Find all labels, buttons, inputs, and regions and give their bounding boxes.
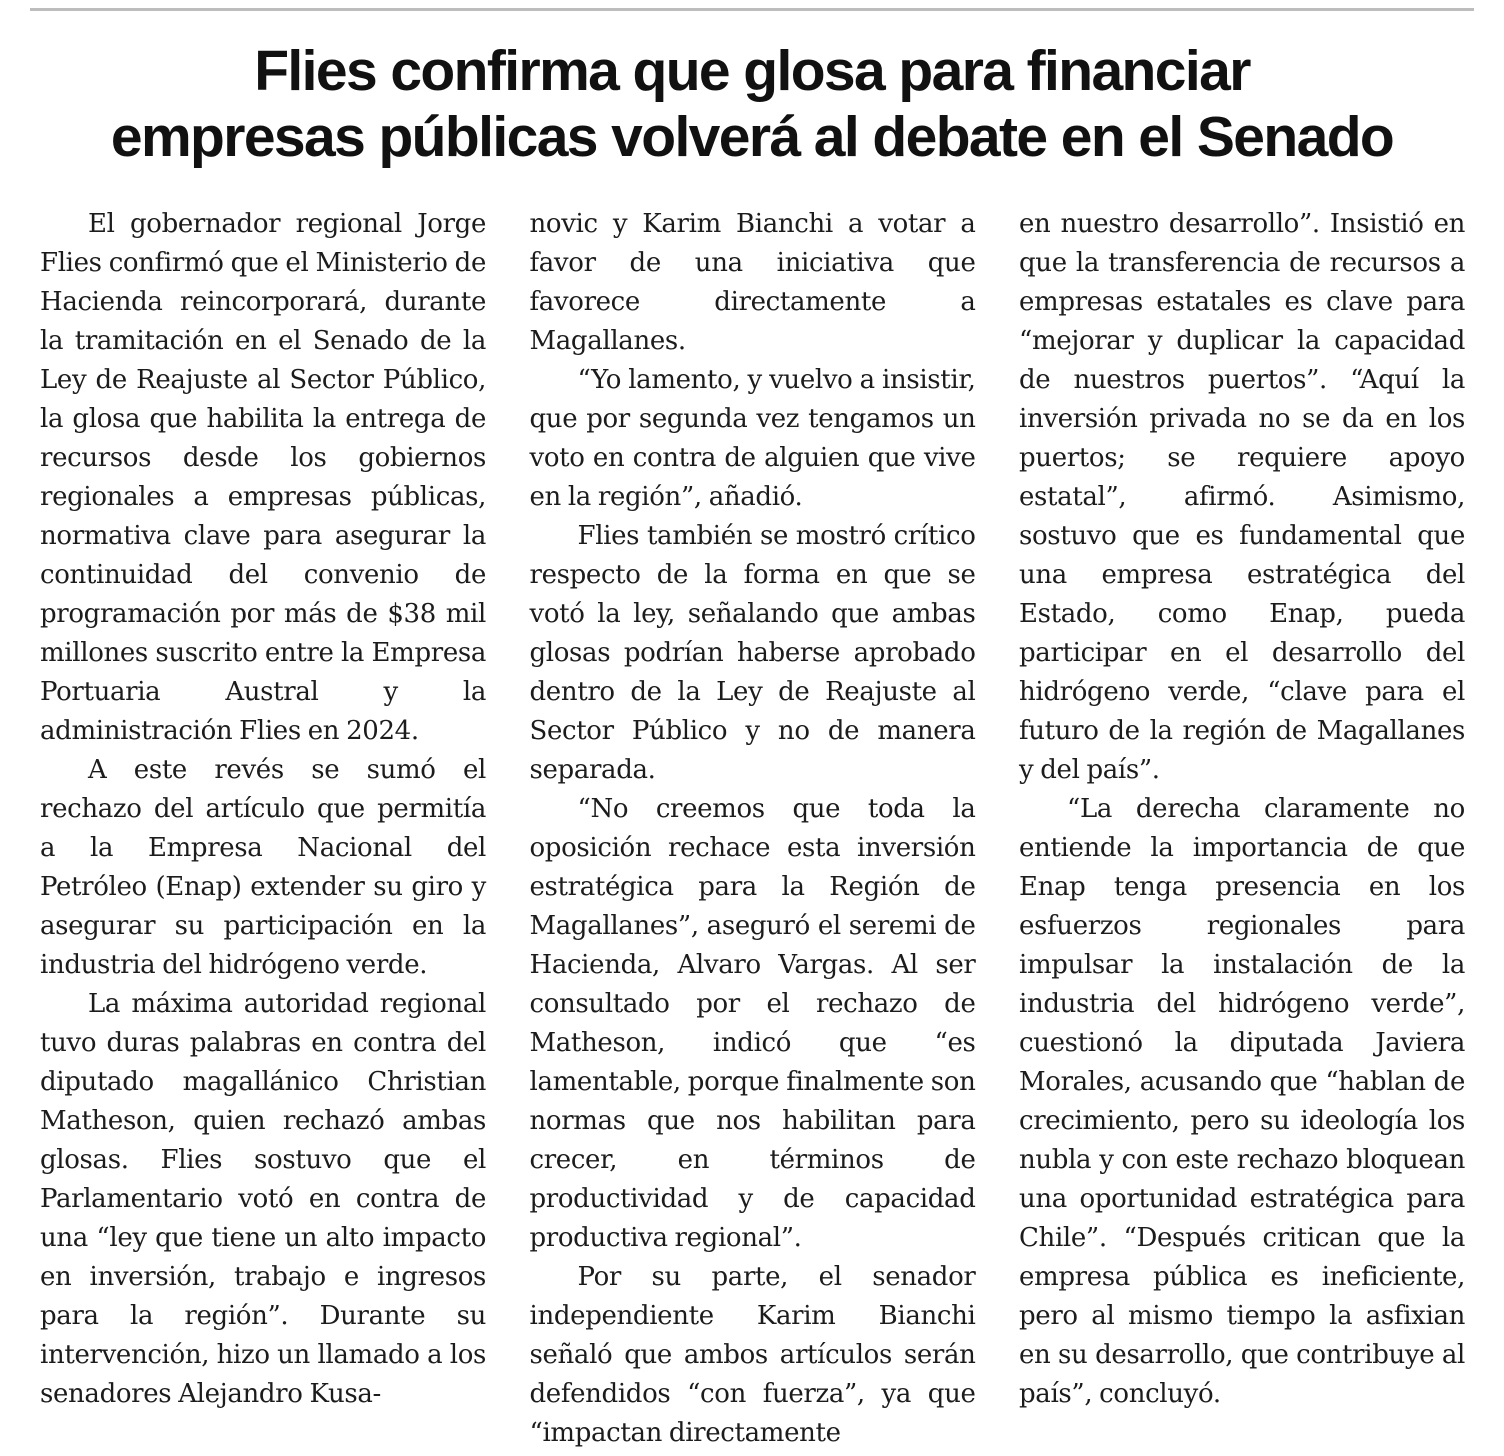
paragraph: Flies también se mostró crítico respecto de la forma en que se votó la ley, señalando que ambas glosas podrían haberse aprobado dentro de la Ley de Reajuste al Sector Público y no de manera separada.	[529, 521, 976, 785]
paragraph-continuation: en nuestro desarrollo”. Insistió en que la transferencia de recursos a empresas estatales es clave para “mejorar y duplicar la capacidad de nuestros puertos”. “Aquí la inversión privada no se da en los puertos; se requiere apoyo estatal”, afirmó. Asimismo, sostuvo que es fundamental que una empresa estratégica del Estado, como Enap, pueda participar en el desarrollo del hidrógeno verde, “clave para el futuro de la región de Magallanes y del país”.	[1019, 209, 1465, 785]
paragraph: El gobernador regional Jorge Flies confirmó que el Ministerio de Hacienda reincorporará, durante la tramitación en el Senado de la Ley de Reajuste al Sector Público, la glosa que habilita la entrega de recursos desde los gobiernos regionales a empresas públicas, normativa clave para asegurar la continuidad del convenio de programación por más de $38 mil millones suscrito entre la Empresa Portuaria Austral y la administración Flies en 2024.	[40, 209, 486, 746]
headline-line-2: empresas públicas volverá al debate en el Senado	[110, 105, 1394, 169]
headline-line-1: Flies confirma que glosa para financiar	[254, 39, 1250, 103]
paragraph: Por su parte, el senador independiente Karim Bianchi señaló que ambos artículos serán defendidos “con fuerza”, ya que “impactan directamente	[529, 1262, 976, 1448]
column-2	[529, 205, 976, 1448]
article-body	[40, 205, 1465, 1448]
column-1	[40, 205, 486, 1430]
paragraph: La máxima autoridad regional tuvo duras palabras en contra del diputado magallánico Christian Matheson, quien rechazó ambas glosas. Flies sostuvo que el Parlamentario votó en contra de una “ley que tiene un alto impacto en inversión, trabajo e ingresos para la región”. Durante su intervención, hizo un llamado a los senadores Alejandro Kusa-	[40, 989, 486, 1409]
column-3	[1019, 205, 1465, 1430]
top-rule	[30, 8, 1474, 11]
paragraph: “No creemos que toda la oposición rechace esta inversión estratégica para la Región de Magallanes”, aseguró el seremi de Hacienda, Alvaro Vargas. Al ser consultado por el rechazo de Matheson, indicó que “es lamentable, porque finalmente son normas que nos habilitan para crecer, en términos de productividad y de capacidad productiva regional”.	[529, 794, 976, 1253]
headline	[40, 38, 1464, 170]
paragraph: A este revés se sumó el rechazo del artículo que permitía a la Empresa Nacional del Petróleo (Enap) extender su giro y asegurar su participación en la industria del hidrógeno verde.	[40, 755, 486, 980]
paragraph-continuation: novic y Karim Bianchi a votar a favor de una iniciativa que favorece directamente a Magallanes.	[529, 209, 976, 356]
paragraph: “Yo lamento, y vuelvo a insistir, que por segunda vez tengamos un voto en contra de alguien que vive en la región”, añadió.	[529, 365, 976, 512]
paragraph: “La derecha claramente no entiende la importancia de que Enap tenga presencia en los esfuerzos regionales para impulsar la instalación de la industria del hidrógeno verde”, cuestionó la diputada Javiera Morales, acusando que “hablan de crecimiento, pero su ideología los nubla y con este rechazo bloquean una oportunidad estratégica para Chile”. “Después critican que la empresa pública es ineficiente, pero al mismo tiempo la asfixian en su desarrollo, que contribuye al país”, concluyó.	[1019, 794, 1465, 1409]
